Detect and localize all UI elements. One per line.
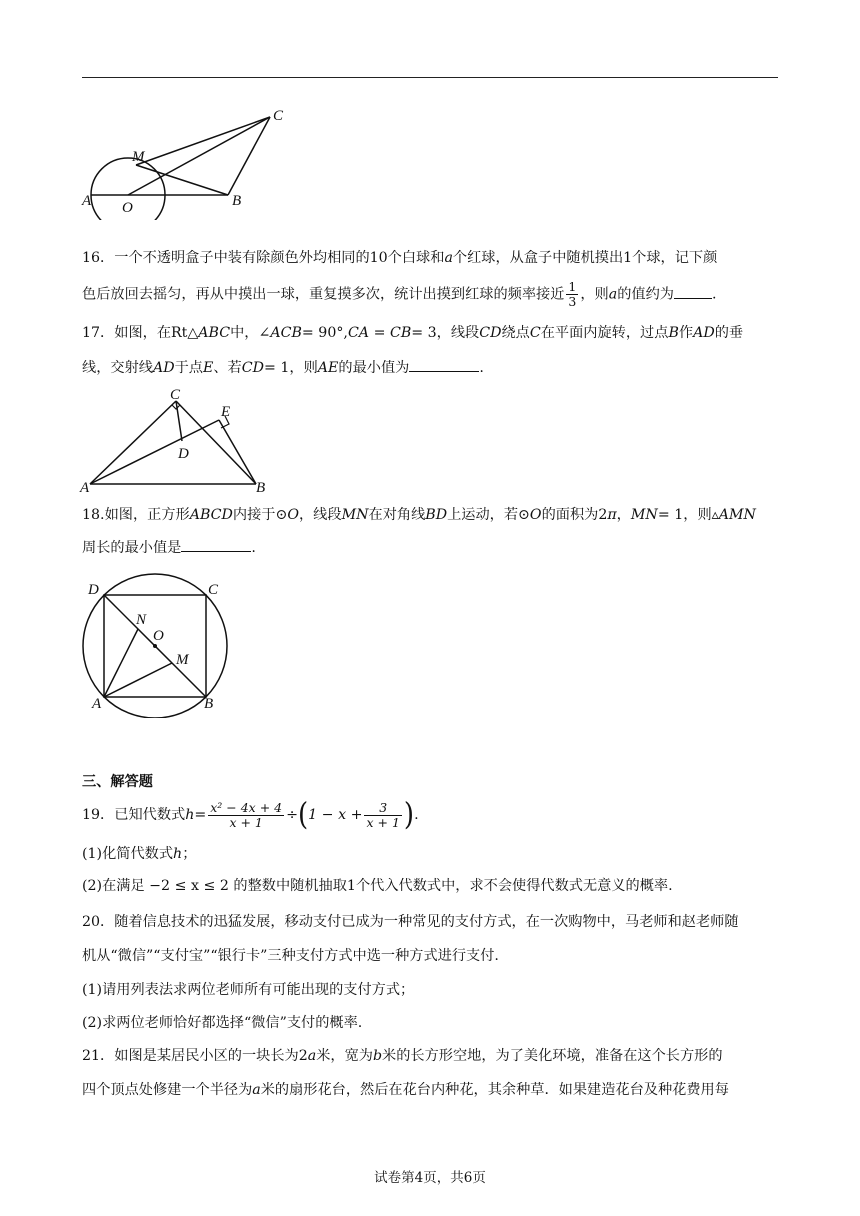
label-b: B [232, 193, 242, 209]
answer-blank-18 [181, 537, 251, 552]
question-18-line-2: 周长的最小值是 . [82, 537, 782, 558]
figure-circle-triangle [80, 104, 290, 220]
question-19-part-1: (1)化简代数式h； [82, 846, 197, 862]
label-c: C [208, 582, 219, 598]
label-a: A [82, 193, 92, 209]
question-20-part-2: (2)求两位老师恰好都选择“微信”支付的概率. [82, 1015, 363, 1031]
question-20-line-1: 20．随着信息技术的迅猛发展，移动支付已成为一种常见的支付方式，在一次购物中，马老师和赵老师随 [82, 914, 739, 930]
question-18-line-1: 18.如图，正方形ABCD内接于⊙O，线段MN在对角线BD上运动，若⊙O的面积为2π，MN= 1，则▵AMN [82, 507, 756, 523]
label-d: D [178, 446, 189, 462]
section-title: 三、解答题 [82, 774, 153, 790]
label-a: A [92, 696, 102, 712]
label-d: D [88, 582, 99, 598]
label-c: C [170, 387, 181, 403]
label-a: A [80, 480, 90, 496]
question-21-line-1: 21．如图是某居民小区的一块长为2a米，宽为b米的长方形空地，为了美化环境，准备在这个长方形的 [82, 1048, 723, 1064]
page-footer: 试卷第4页，共6页 [374, 1170, 486, 1186]
answer-blank-16 [674, 284, 712, 299]
fraction-one-third: $\frac{1}{3}$ [568, 279, 577, 309]
question-20-line-2: 机从“微信”“支付宝”“银行卡”三种支付方式中选一种方式进行支付. [82, 948, 499, 964]
figure-square-in-circle [80, 570, 240, 718]
label-o: O [153, 628, 164, 644]
label-e: E [221, 404, 231, 420]
label-n: N [136, 612, 147, 628]
label-c: C [273, 108, 284, 124]
question-17-line-2: 线，交射线AD于点E、若CD= 1，则AE的最小值为 . [82, 357, 782, 378]
question-19-line-1: 19．已知代数式h= $\frac{\text{x² − 4x + 4}}{x + 1}$ ÷(1 − x + $\frac{3}{x + 1}$ ). [82, 797, 419, 833]
label-b: B [256, 480, 266, 496]
label-m: M [132, 149, 145, 165]
question-20-part-1: (1)请用列表法求两位老师所有可能出现的支付方式； [82, 982, 415, 998]
fraction-1: $\frac{\text{x² − 4x + 4}}{x + 1}$ [210, 799, 283, 830]
label-m: M [176, 652, 189, 668]
label-o: O [122, 200, 133, 216]
question-17-line-1: 17．如图，在Rt△ABC中，∠ACB= 90°,CA = CB= 3，线段CD绕点C在平面内旋转，过点B作AD的垂 [82, 325, 744, 341]
header-rule [82, 77, 778, 78]
question-16-line-1: 16．一个不透明盒子中装有除颜色外均相同的10个白球和a个红球，从盒子中随机摸出1个球，记下颜 [82, 250, 718, 266]
answer-blank-17 [409, 357, 479, 372]
fraction-2: $\frac{3}{x + 1}$ [366, 799, 400, 830]
label-b: B [204, 696, 214, 712]
question-16-line-2: 色后放回去摇匀，再从中摸出一球，重复摸多次，统计出摸到红球的频率接近 $\frac{1}{3}$ ，则a的值约为 . [82, 279, 717, 309]
figure-right-triangle [78, 386, 278, 496]
question-19-part-2: (2)在满足 −2 ≤ x ≤ 2 的整数中随机抽取1个代入代数式中，求不会使得代数式无意义的概率. [82, 878, 673, 894]
question-21-line-2: 四个顶点处修建一个半径为a米的扇形花台，然后在花台内种花，其余种草．如果建造花台及种花费用每 [82, 1082, 729, 1098]
